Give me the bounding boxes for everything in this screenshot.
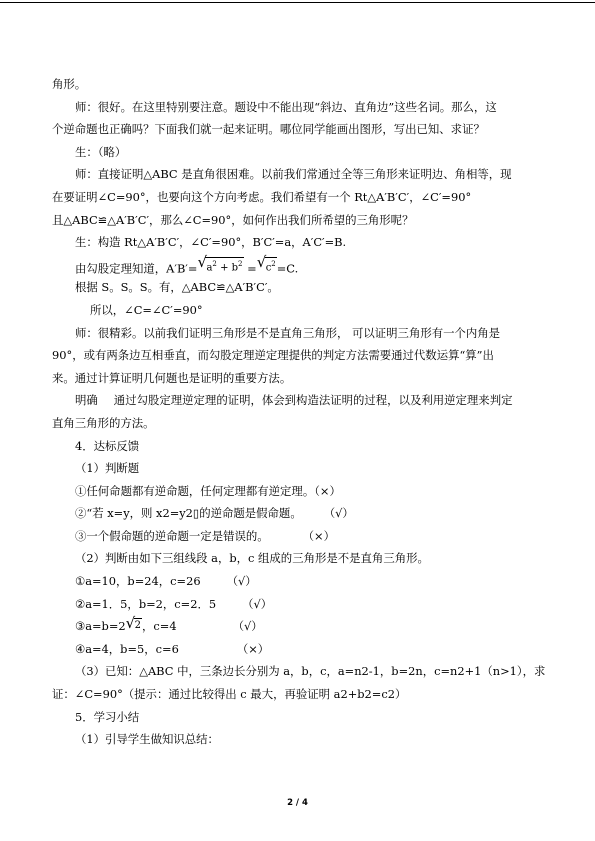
answer-mark: （√）	[323, 506, 354, 521]
section-heading: 4．达标反馈	[75, 438, 140, 453]
answer-mark: （√）	[242, 596, 273, 611]
text-line: ③一个假命题的逆命题一定是错误的。 （×）	[75, 528, 335, 543]
label-mingque: 明确	[75, 393, 98, 408]
sqrt-c2: √ $c^2$	[256, 252, 276, 274]
text-line: 根据 S。S。S。有，△ABC≌△A′B′C′。	[75, 280, 279, 295]
answer-mark: （×）	[236, 641, 270, 656]
text-line: 且△ABC≌△A′B′C′，那么∠C=90°，如何作出我们所希望的三角形呢？	[52, 212, 414, 227]
text-line: 证：∠C=90°（提示：通过比较得出 c 最大，再验证明 a2+b2=c2）	[52, 687, 407, 702]
header-rule	[0, 2, 595, 3]
text-line: （1）引导学生做知识总结：	[75, 732, 219, 747]
answer-mark: （√）	[232, 619, 263, 634]
text-line: 在要证明∠C=90°，也要向这个方向考虑。我们希望有一个 Rt△A′B′C′，∠C′=90°	[52, 189, 472, 204]
text-line: ①任何命题都有逆命题，任何定理都有逆定理。（×）	[75, 483, 341, 498]
text-line: ④a=4，b=5，c=6 （×）	[75, 641, 270, 656]
answer-mark: （×）	[302, 528, 335, 543]
text-line: ①a=10，b=24，c=26 （√）	[75, 574, 257, 589]
text-line: 师：很好。在这里特别要注意。题设中不能出现“斜边、直角边”这些名词。那么，这	[75, 99, 497, 114]
subsection-heading: （1）判断题	[75, 461, 140, 476]
page-number: 2 / 4	[287, 798, 308, 808]
text-line: 直角三角形的方法。	[52, 415, 155, 430]
text-line: 生：（略）	[75, 144, 127, 159]
text-line: （3）已知：△ABC 中，三条边长分别为 a，b，c，a=n2-1，b=2n，c=n2+1（n>1），求	[75, 664, 546, 679]
text-line: ②a=1．5，b=2，c=2．5 （√）	[75, 596, 273, 611]
answer-mark: （√）	[226, 574, 257, 589]
sqrt-a2-b2: √ $a^2 + b^2$	[197, 252, 243, 274]
text-line: 师：直接证明△ABC 是直角很困难。以前我们常通过全等三角形来证明边、角相等，现	[75, 167, 512, 182]
section-heading: 5．学习小结	[75, 709, 140, 724]
text-line: （2）判断由如下三组线段 a，b，c 组成的三角形是不是直角三角形。	[75, 551, 429, 566]
sqrt-2: √ 2	[125, 614, 142, 633]
text-line: 来。通过计算证明几何题也是证明的重要方法。	[52, 370, 292, 385]
text-line: 明确 通过勾股定理逆定理的证明，体会到构造法证明的过程，以及利用逆定理来判定	[75, 393, 513, 408]
text-line: 90°，或有两条边互相垂直，而勾股定理逆定理提供的判定方法需要通过代数运算“算”出	[52, 348, 494, 363]
formula-prefix: 由勾股定理知道，A′B′=	[75, 261, 198, 276]
text-line: 师：很精彩。以前我们证明三角形是不是直角三角形， 可以证明三角形有一个内角是	[75, 325, 501, 340]
formula-suffix: =C.	[276, 261, 299, 276]
document-body	[52, 76, 545, 754]
text-line: 角形。	[52, 77, 87, 91]
text-line: ③a=b=2 √ 2，c=4 （√）	[75, 614, 263, 634]
text-line: ②“若 x=y，则 x2=y2▯的逆命题是假命题。 （√）	[75, 506, 354, 521]
text-line: 生：构造 Rt△A′B′C′，∠C′=90°，B′C′=a，A′C′=B.	[75, 235, 347, 250]
text-line: 个逆命题也正确吗？下面我们就一起来证明。哪位同学能画出图形，写出已知、求证？	[52, 122, 485, 137]
formula-line: 由勾股定理知道，A′B′= √ $a^2 + b^2$ = √ $c^2=C$.	[75, 252, 299, 276]
text-line: 所以，∠C=∠C′=90°	[90, 302, 203, 317]
